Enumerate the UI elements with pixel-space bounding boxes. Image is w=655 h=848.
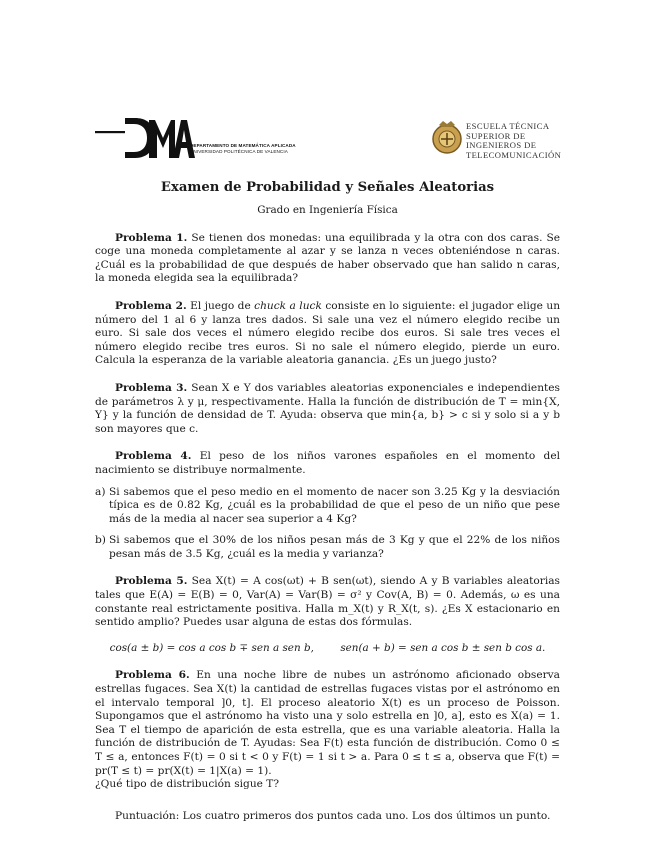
problem-5-text: Sea X(t) = A cos(ωt) + B sen(ωt), siendo A y B variables aleatorias tales que E(A) = E(B) = 0, Var(A) = Var(B) = σ² y Cov(A, B) = 0. Además, ω es una constante real estrictamente positiva. Halla m_X(t) y R_X(t, s). ¿Es X estacionario en sentido amplio? Puedes usar alguna de estas dos fórmulas. bbox=[95, 575, 560, 629]
school-line-2: SUPERIOR DE bbox=[466, 130, 526, 141]
problem-2 bbox=[95, 300, 560, 368]
problem-2-game-name: chuck a luck bbox=[254, 299, 322, 312]
department-line-1: DEPARTAMENTO DE MATEMÁTICA APLICADA bbox=[190, 143, 296, 148]
problem-3-text: Sean X e Y dos variables aleatorias exponenciales e independientes de parámetros λ y μ, respectivamente. Halla la función de distribución de T = min{X, Y} y la función de densidad de T. Ayuda: observa que min{a, b} > c si y solo si a y b son mayores que c. bbox=[95, 381, 560, 435]
problem-2-text-post: consiste en lo siguiente: el jugador elige un número del 1 al 6 y lanza tres dados. Si sale una vez el número elegido recibe un euro. Si sale dos veces el número elegido recibe dos euros. Si sale tres veces el número elegido recibe tres euros. Si no sale el número elegido, pierde un euro. Calcula la esperanza de la variable aleatoria ganancia. ¿Es un juego justo? bbox=[95, 299, 561, 367]
problem-6-question: ¿Qué tipo de distribución sigue T? bbox=[95, 778, 280, 791]
problem-4-item-a bbox=[95, 486, 560, 527]
etsit-logo bbox=[430, 119, 580, 163]
school-line-4: TELECOMUNICACIÓN bbox=[466, 149, 562, 160]
exam-content bbox=[95, 180, 560, 823]
problem-6-label: Problema 6. bbox=[115, 669, 190, 682]
department-name bbox=[190, 143, 296, 154]
problem-6-text: En una noche libre de nubes un astrónomo aficionado observa estrellas fugaces. Sea X(t) la cantidad de estrellas fugaces vistas por el astrónomo en el intervalo temporal ]0, t]. El proceso aleatorio X(t) es un proceso de Poisson. Supongamos que el astrónomo ha visto una y solo estrella en ]0, a], esto es X(a) = 1. Sea T el tiempo de aparición de esta estrella, que es una variable aleatoria. Halla la función de distribución de T. Ayudas: Sea F(t) esta función de distribución. Como 0 ≤ T ≤ a, entonces F(t) = 0 si t < 0 y F(t) = 1 si t > a. Para 0 ≤ t ≤ a, observa que F(t) = pr(T ≤ t) = pr(X(t) = 1|X(a) = 1). bbox=[95, 669, 560, 777]
item-a-label: a) bbox=[95, 485, 106, 498]
trig-formulas: cos(a ± b) = cos a cos b ∓ sen a sen b, sen(a + b) = sen a cos b ± sen b cos a. bbox=[109, 641, 546, 654]
school-name bbox=[466, 122, 561, 160]
problem-3-label: Problema 3. bbox=[115, 381, 188, 394]
item-a-text: Si sabemos que el peso medio en el momento de nacer son 3.25 Kg y la desviación típica es de 0.82 Kg, ¿cuál es la probabilidad de que el peso de un niño que pese más de la media al nacer sea superior a 4 Kg? bbox=[109, 485, 560, 525]
scoring-note: Puntuación: Los cuatro primeros dos puntos cada uno. Los dos últimos un punto. bbox=[115, 809, 551, 822]
problem-4-item-b bbox=[95, 534, 560, 561]
problem-2-label: Problema 2. bbox=[115, 299, 187, 312]
problem-2-text-pre: El juego de bbox=[190, 299, 255, 312]
school-line-1: ESCUELA TÉCNICA bbox=[466, 121, 550, 131]
crest-icon bbox=[430, 119, 464, 157]
school-line-3: INGENIEROS DE bbox=[466, 140, 537, 151]
department-line-2: UNIVERSIDAD POLITÉCNICA DE VALENCIA bbox=[190, 148, 288, 154]
problem-1-text: Se tienen dos monedas: una equilibrada y la otra con dos caras. Se coge una moneda completamente al azar y se lanza n veces obteniéndose n caras. ¿Cuál es la probabilidad de que después de haber observado que han salido n caras, la moneda elegida sea la equilibrada? bbox=[95, 231, 560, 285]
problem-4 bbox=[95, 450, 560, 477]
problem-5-label: Problema 5. bbox=[115, 575, 188, 588]
item-b-text: Si sabemos que el 30% de los niños pesan más de 3 Kg y que el 22% de los niños pesan más de 3.5 Kg, ¿cuál es la media y varianza? bbox=[109, 534, 560, 560]
problem-5 bbox=[95, 575, 560, 629]
problem-4-label: Problema 4. bbox=[115, 450, 192, 463]
problem-6 bbox=[95, 669, 560, 778]
problem-1-label: Problema 1. bbox=[115, 231, 188, 244]
dma-mark-icon bbox=[95, 116, 195, 160]
problem-3 bbox=[95, 382, 560, 436]
problem-1 bbox=[95, 232, 560, 286]
item-b-label: b) bbox=[95, 534, 106, 547]
exam-title: Examen de Probabilidad y Señales Aleatorias bbox=[160, 180, 495, 195]
problem-4-text: El peso de los niños varones españoles en el momento del nacimiento se distribuye normalmente. bbox=[95, 450, 560, 476]
exam-subtitle: Grado en Ingeniería Física bbox=[257, 204, 398, 216]
